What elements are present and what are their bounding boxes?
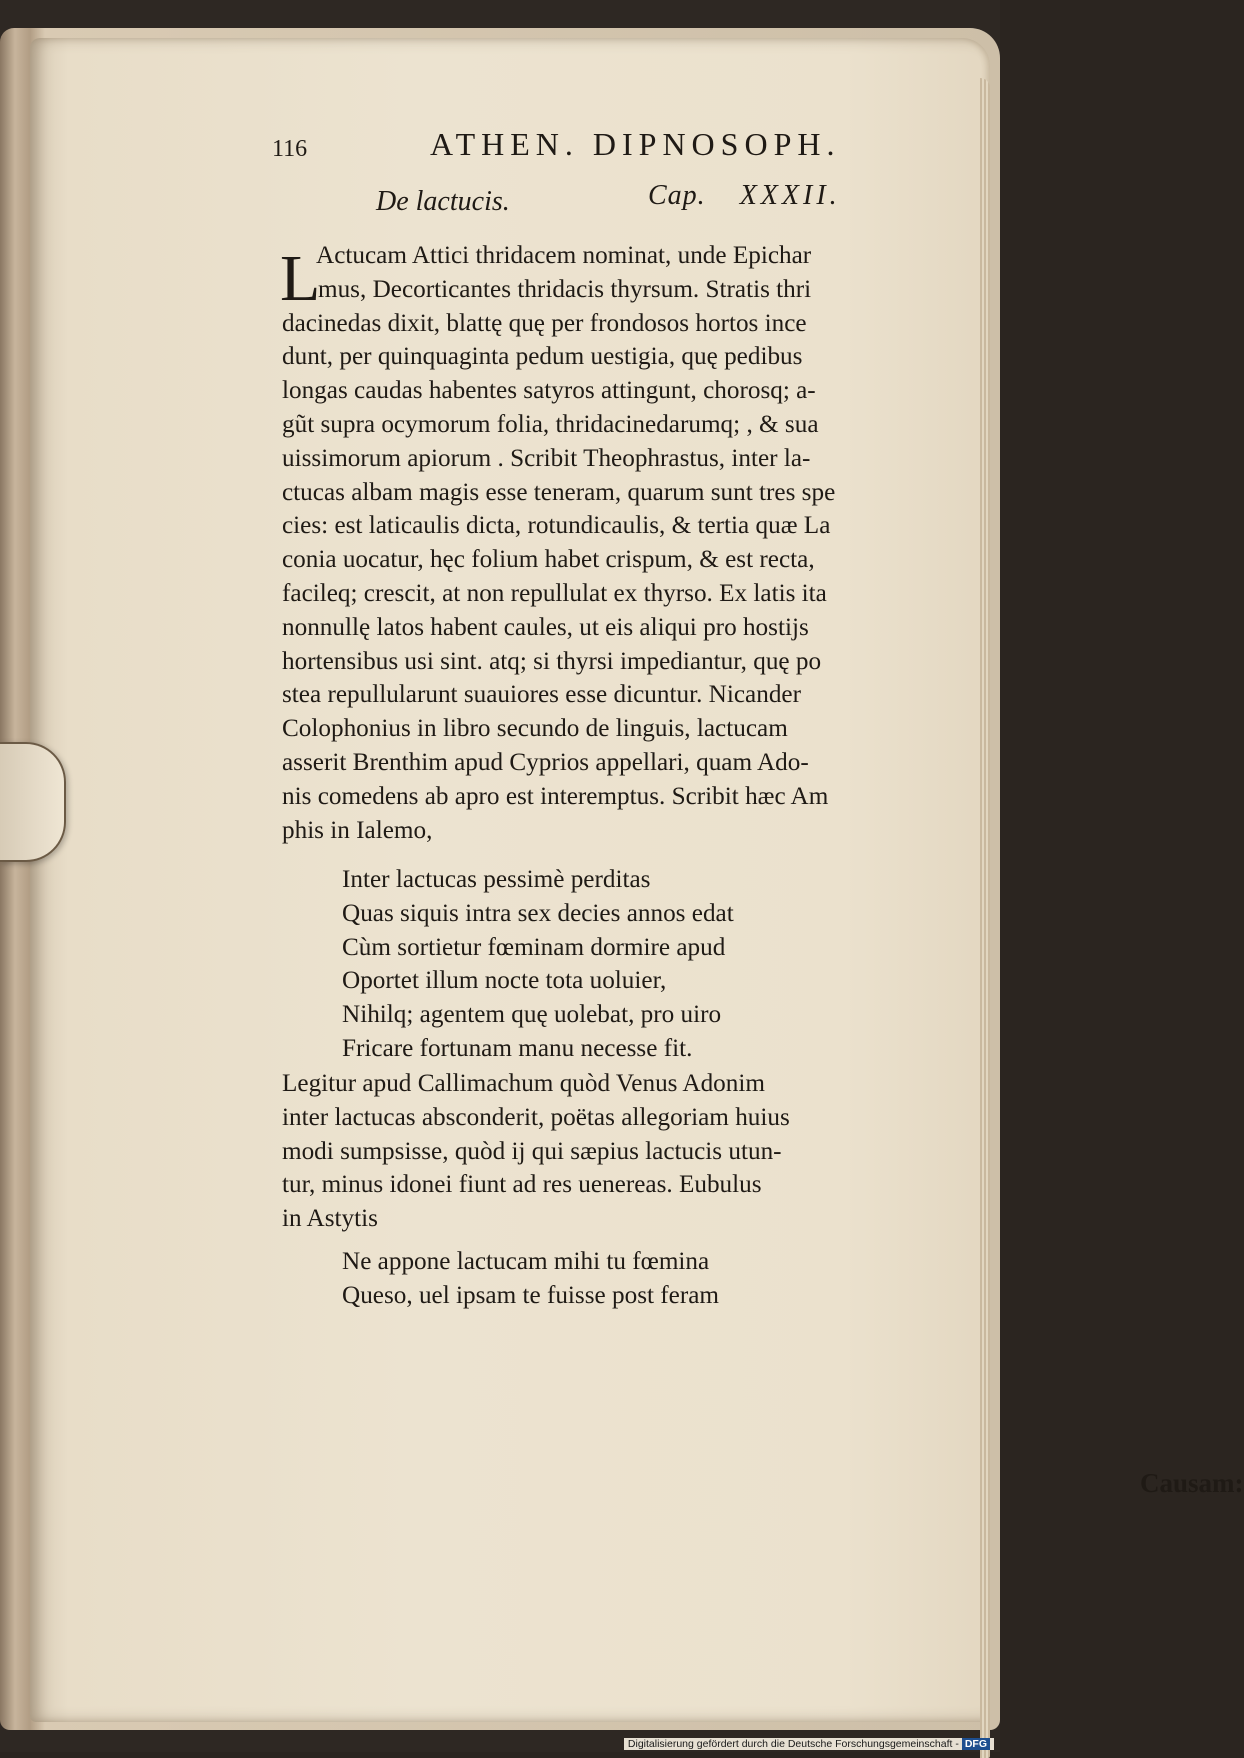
verse-line: Inter lactucas pessimè perditas (342, 866, 651, 893)
text-line: inter lactucas absconderit, poëtas allegoriam huius (282, 1103, 790, 1131)
verse-line: Cùm sortietur fœminam dormire apud (342, 933, 726, 961)
text-line: cies: est laticaulis dicta, rotundicaulis, & tertia quæ La (282, 512, 831, 540)
text-line: nis comedens ab apro est interemptus. Scribit hæc Am (282, 782, 829, 810)
text-line: longas caudas habentes satyros attingunt, chorosq; a- (282, 377, 816, 405)
drop-cap: L (280, 242, 321, 315)
text-line: dunt, per quinquaginta pedum uestigia, quę pedibus (282, 343, 803, 371)
text-line: dacinedas dixit, blattę quę per frondosos hortos ince (282, 309, 807, 337)
chapter-label: Cap. (648, 180, 706, 211)
verse-line: Quas siquis intra sex decies annos edat (342, 899, 734, 927)
text-line: nonnullę latos habent caules, ut eis aliqui pro hostijs (282, 613, 809, 641)
chapter-number: XXXII. (739, 180, 841, 211)
text-line: Actucam Attici thridacem nominat, unde Epichar (316, 242, 812, 269)
page-text-block (272, 126, 1244, 1498)
credit-text: Digitalisierung gefördert durch die Deutsche Forschungsgemeinschaft - (627, 1738, 959, 1750)
text-line: Colophonius in libro secundo de linguis, lactucam (282, 715, 788, 743)
text-line: mus, Decorticantes thridacis thyrsum. Stratis thri (318, 275, 812, 303)
verse-line: Nihilq; agentem quę uolebat, pro uiro (342, 1001, 722, 1029)
text-line: hortensibus usi sint. atq; si thyrsi impediantur, quę po (282, 647, 822, 675)
text-line: in Astytis (282, 1205, 378, 1233)
book-clasp (0, 742, 66, 862)
text-line: uissimorum apiorum . Scribit Theophrastus, inter la- (282, 444, 811, 472)
text-line: gũt supra ocymorum folia, thridacinedarumq; , & sua (282, 411, 819, 438)
text-line: facileq; crescit, at non repullulat ex thyrso. Ex latis ita (282, 580, 827, 607)
verse-line: Queso, uel ipsam te fuisse post feram (342, 1281, 720, 1309)
catchword: Causam: (1140, 1468, 1244, 1498)
chapter-heading (648, 180, 841, 212)
page-number: 116 (272, 136, 308, 162)
text-line: stea repullularunt suauiores esse dicuntur. Nicander (282, 681, 801, 709)
text-line: modi sumpsisse, quòd ij qui sæpius lactucis utun- (282, 1137, 782, 1165)
text-line: asserit Brenthim apud Cyprios appellari, quam Ado- (282, 749, 809, 776)
verse-line: Oportet illum nocte tota uoluier, (342, 967, 667, 995)
verse-line: Ne appone lactucam mihi tu fœmina (342, 1248, 710, 1275)
text-line: ctucas albam magis esse teneram, quarum sunt tres spe (282, 478, 836, 506)
text-line: Legitur apud Callimachum quòd Venus Adonim (282, 1070, 765, 1097)
dfg-logo: DFG (962, 1738, 990, 1750)
text-line: tur, minus idonei fiunt ad res uenereas. Eubulus (282, 1171, 762, 1199)
verse-line: Fricare fortunam manu necesse fit. (342, 1035, 693, 1062)
text-line: phis in Ialemo, (282, 816, 433, 844)
running-title: ATHEN. DIPNOSOPH. (430, 126, 841, 162)
page-fore-edge (980, 78, 990, 1758)
digitization-credit (624, 1738, 994, 1750)
text-line: conia uocatur, hęc folium habet crispum, & est recta, (282, 546, 815, 574)
section-title: De lactucis. (376, 186, 510, 217)
